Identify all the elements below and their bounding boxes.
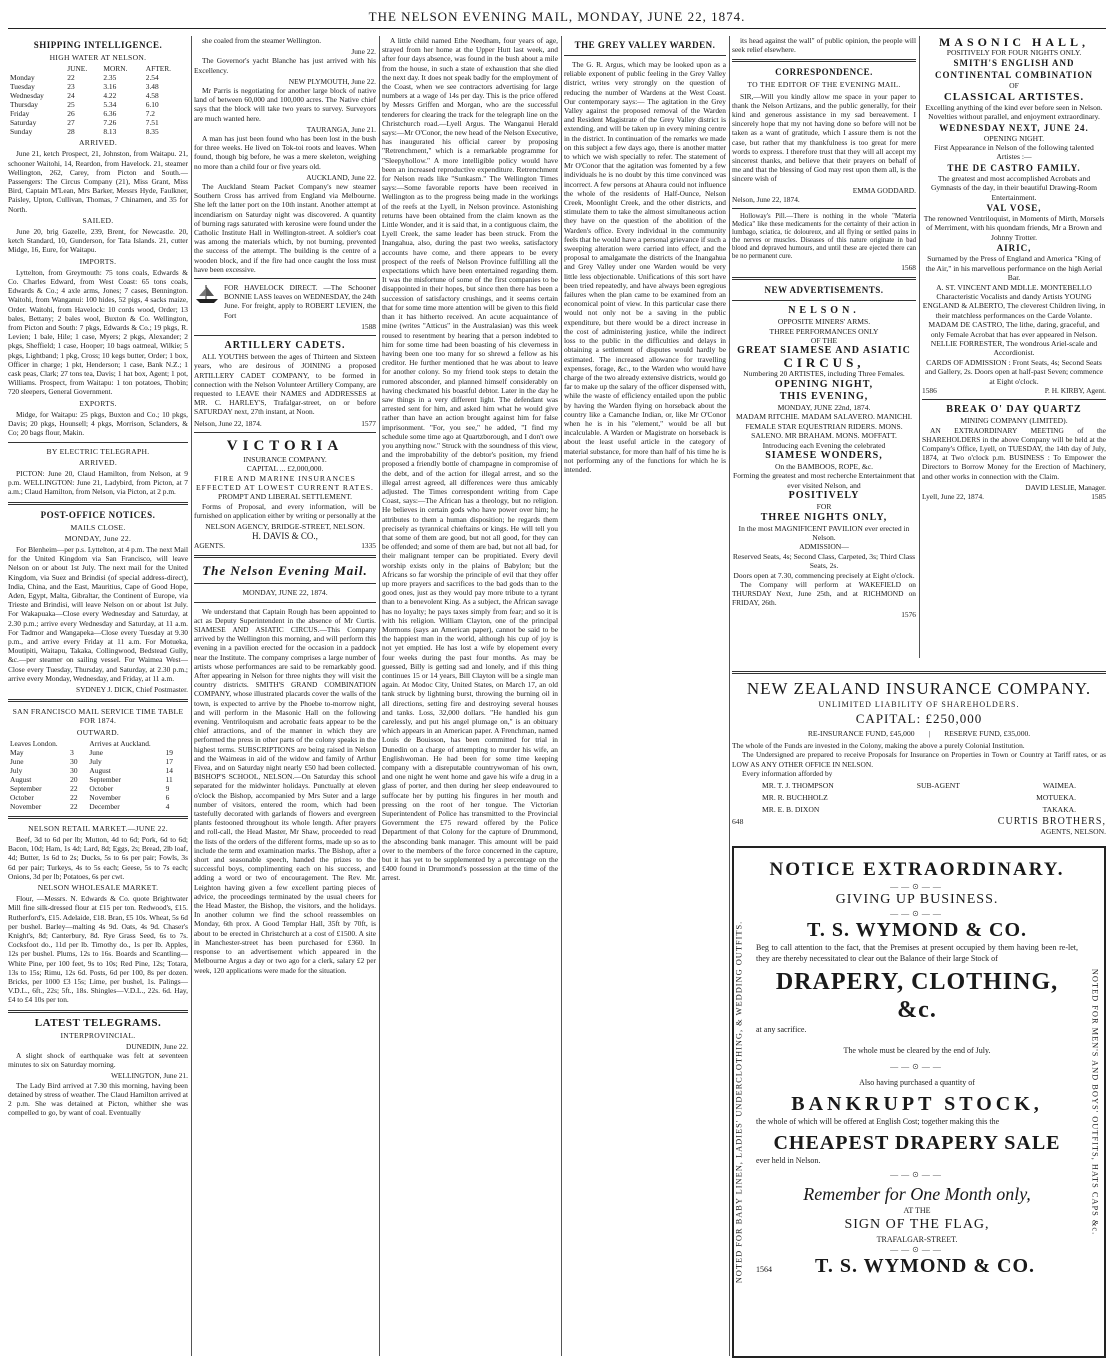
tide-cell: Sunday [10,127,33,137]
nzi-place: MOTUEKA. [1036,792,1076,802]
nzi-sep: | [928,729,931,738]
smith-wed: WEDNESDAY NEXT, JUNE 24. [939,122,1089,133]
column-shipping [8,36,188,1358]
exports-heading: EXPORTS. [79,398,117,408]
sf-cell: July [10,765,23,775]
wymond-ever: ever held in Nelson. [756,1156,821,1165]
telegram-text: A man has just been found who has been lost in the bush for three weeks. He lived on Tok-toi roots and leaves. When found, though big before, he was a mere skeleton, weighing no more than a child four or five years old. [194,134,376,171]
circus-siamese: SIAMESE WONDERS, [765,449,883,461]
circus-forming: Forming the greatest and most recherche Entertainment that ever visited Nelson, and [733,471,915,490]
sailed-heading: SAILED. [82,215,114,225]
tide-cell: 2.54 [145,73,159,83]
telegraph-arrived: ARRIVED. [78,457,118,467]
wymond-drapery: DRAPERY, CLOTHING, &c. [775,969,1059,1023]
exports-text: Midge, for Waitapu: 25 pkgs, Buxton and Co.; 10 pkgs, Davis; 20 pkgs, Hounsell; 4 pkgs, Morrison, Sclanders, & Co; 20 bags flour, Makin. [8,409,188,438]
wymond-name-footer: T. S. WYMOND & CO. [814,1255,1036,1277]
sf-cell: September [89,774,122,784]
sf-header-cell: Leaves London. [10,738,58,748]
victoria-fire: FIRE AND MARINE INSURANCES EFFECTED AT LOWEST CURRENT RATES. [196,473,374,492]
quartz-footer [922,492,1106,501]
cards-text: CARDS OF ADMISSION : Front Seats, 4s; Second Seats and Gallery, 2s. Doors open at half-past Seven; commence at Eight o'clock. [925,357,1103,386]
tide-header-cell [8,64,65,73]
sf-cell: June [10,756,24,766]
divider [8,816,188,819]
airic-heading: AIRIC, [996,243,1032,254]
sf-header-row [8,739,188,748]
news-text: A little child named Ethe Needham, four years of age, strayed from her home at the Upper Hutt last week, and after four days absence, was found in the bush about a mile from the house, in such a state of exhaustion that she died the next day. It does not speak badly for the employment of the Coast, when we see contractors advertising for large numbers at a wage of 14s per day. This is the price offered by Messrs Griffen and Morgan, who are the successful tenderers for clearing the track for the telegraph line on the Christchurch road.—Lyell Argus. The Wanganui Herald says:—Mr O'Conor, the new head of the Nelson Executive, has inaugurated his official career by proposing "Retrenchment," which is a remarkable programme for "Sleepyhollow." A more intelligible policy would have been an increased reproductive expenditure. Retrenchment for Nelson reads like "Sunkasm." The Wellington Times says:—Some favorable reports have been received in Wellington as to the progress being made in the workings of the reefs at the Lyell, in Nelson province. Astonishing returns have been obtained from the claim known as the Little Wonder, and it is said that, in a contiguous claim, the Lyell Creek, the same leader has been struck. From the Inangahua, also, during the past two weeks, satisfactory accounts have come, and there appears to be every prospect of the reefs of Nelson Province fulfilling all the expectations which have been entertained regarding them. It was the misfortune of some of the first companies to be disappointed in their hopes, but since then there has been a succession of satisfactory crushings, and it seems certain that for some time more attention will be given to this field than it has hitherto received. An acute acquaintance of mine (writes "Atticus" in the Australasian) was this week roused to resentment by hearing that a person indebted to him for some time had been boasting of his cleverness in having been one too many for so shrewd a fellow as his creditor. He further mentioned that he was about to leave for another colony. So my friend took steps to detain the rumored absconder, and planned himself considerably on having checkmated his boastful debtor. Later in the day he saw things in a very different light. The defendant was arrested sent for him, and asked him what he would give rather than have an action brought against him for false imprisonment. "For, you see," he added, "I find my schedule some time ago at Quartzborough, and I don't owe you anything now." Struck with the soundness of this view, and the improbability of the debtor's position, my friend proposed a friendly bottle of champagne in compromise of the debt, and of the action for illegal arrest, and so the illegal arrest agreed, all differences were thus amicably adjusted. The Times correspondent writing from Cape Coast, says:—The African has a theology, but no religion. He believes in certain gods who have power over him; he attributes to them a human disposition; he regards them precisely as tyrannical chieftains or kings. He will tell you that some of them are good, but not all good, for they can be offended; and some of them are bad, but not all bad, for their malignant temper can be propitiated. Every devil worship exists only in the plains of Babylon; but the Africans so far worship the principle of evil that they offer up more prayers and sacrifices to the bad gods than to the good ones, just as they would pay more tribute to a tyrant than to a benevolent King. As a subject, the African savage has no loyalty; he pays taxes simply from fear; and so it is with his religion. William Clayton, one of the principal Mormons (says an American paper), cannot be said to be the happiest man in the world, although his cup of joy is not yet emptied. He has lost a wife by elopement every four weeks during the past four months. As may be guessed, Billy is getting sad and lonely, and if this thing continues 15 or 14 years, Bill Clayton will be a single man again. At Modoc City, United States, on March 17, an old tank struck by lightning burst, throwing the burning oil in all directions, setting fire and destroying several houses and tanks. Loss, 32,000 dollars. "He handled his gun carelessly, and put his angel plumage on," is an obituary which appears in an American paper. A Frenchman, named Louis de Bouisson, has been committed for trial in Dunedin on a charge of attempting to murder his wife, an Englishwoman. He had been for some time keeping company with a disreputable countrywoman of his own, and one night he went home and gave his wife a drug in a glass of porter, and then during her sleep endeavoured to suffocate her by putting his fingures in her mouth and pressing on the root of her tongue. The Victorian Superintendent of Police has transmitted to the Provincial Government the £75 reward offered by the Police Department of that Colony for the capture of Drummond, the absconding bank manager. This amount will be paid over to the members of the force concerned in the capture, but it has yet to be supplemented by a percentage on the £400 found in Drummond's possession at the time of the arrest. [382,36,558,883]
circus-pavilion: In the most MAGNIFICENT PAVILION ever erected in Nelson. [738,523,910,542]
nzi-sub-agent: SUB-AGENT [916,780,960,790]
quartz-sign: DAVID LESLIE, Manager. [1025,482,1106,492]
ornament: ——⊙—— [890,909,944,918]
tide-cell: 4.22 [103,91,117,101]
wymond-notice: NOTICE EXTRAORDINARY. [769,859,1065,880]
grey-valley-text: The G. R. Argus, which may be looked upon as a reliable exponent of public feeling in the Grey Valley district, writes very strongly on the question of reducing the number of Wardens at the West Coast. Our contemporary says:— The agitation in the Grey Valley against the proposed removal of the Warden and Resident Magistrate of the Grey Valley district is extending, and will be taken up in every mining centre in the district. In continuation of the remarks we made on this subject a few days ago, there is another matter to which we wish specially to refer. The statement of Mr O'Conor that the agitation was fomented by a few individuals he is no doubt by this time convinced was incorrect. A few persons at Ahaura could not influence the whole of the residents of Half-Ounce, Nelson Creek, Moonlight Creek, and the other districts, and stimulate them to take the almost simultaneous action they have on the question of the abolition of the Warden's office. Every individual in the community feels that he would have a personal grievance if such a sweeping alteration were carried into effect, and the proposal to amalgamate the districts of the Inangahua and Grey Valley under one Warden would be very little less objectionable. Unifications of this sort have been tried repeatedly, and have always been egregious failures when the plan came to be examined from an economical point of view. In this particular case there would not only not be a saving in the public expenditure, but there would be a direct increase in the cost of administering justice, while the indirect loss to the public in the difficulties and delays in obtaining a settlement of disputes would hardly be estimated. The increased allowance for travelling expenses, forage, &c., to the Warden who would have charge of the two already extensive districts, would go far to make up the salary of the officer dispensed with, while the waste of efficiency entailed upon the public by having the Warden flying on horseback about the country like a Camanche Indian, or, like Mr O'Conor when he is in his "element," would be all but incalculable. A Warden or Magistrate on horseback is about the least useful article in the category of material substance, for more than half of his time he is not performing any of the functions for which he is intended. [564,60,726,474]
tide-row [8,73,188,82]
nzi-capital: CAPITAL: £250,000 [855,711,983,726]
imports-heading: IMPORTS. [79,256,117,266]
ad-number: 648 [732,816,744,826]
circus-doors: Doors open at 7.30, commencing precisely at Eight o'clock. [733,570,915,580]
nzi-agent: MR. R. BUCHHOLZ [762,792,828,802]
quartz-text: AN EXTRAORDINARY MEETING of the SHAREHOLDERS in the above Company will be held at the Company's Office, Lyell, on TUESDAY, the 14th day of July, 1874, at Two o'clock p.m. BUSINESS : To Empower the Directors to Borrow Money for the Erection of Machinery, and other works in connection with the Claim. [922,425,1106,481]
wymond-side-right-text: NOTED FOR MEN'S AND BOYS' OUTFITS, HATS CAPS &c. [1090,968,1100,1236]
sf-cell: 9 [165,783,170,793]
sf-cell: May [10,747,24,757]
shipping-heading: SHIPPING INTELLIGENCE. [33,40,163,50]
sf-row [8,757,188,766]
nzi-agent: MR. T. J. THOMPSON [762,780,834,790]
sf-cell: October [89,783,114,793]
mails-date: MONDAY, June 22. [64,533,132,543]
column-grey-valley [564,36,726,1358]
holloway-text: Holloway's Pill.—There is nothing in the whole "Materia Medica" like these medicaments for the certainty of their action in lumbago, sciatica, tic doloureux, and all flying or settled pains in the nerves or muscles. Diseases of this nature originate in bad blood and depraved humours, and until these are ejected there can be no permanent cure. [732,213,916,261]
tide-cell: 7.2 [145,109,155,119]
sf-cell: June [89,747,103,757]
tide-cell: Saturday [10,118,37,128]
interprovincial-heading: INTERPROVINCIAL. [60,1030,136,1040]
tide-cell: Wednesday [10,91,44,101]
quartz-heading: BREAK O' DAY QUARTZ [946,404,1082,416]
column-rule [191,36,192,1356]
victoria-agents: H. DAVIS & CO., [252,530,318,541]
tide-row [8,118,188,127]
castro-text: The greatest and most accomplished Acrobats and Gymnasts of the day, in their beautiful Drawing-Room Entertainment. [930,173,1098,202]
divider [8,699,188,702]
circus-bamboos: On the BAMBOOS, ROPE, &c. [774,461,874,471]
sf-row [8,766,188,775]
tide-row [8,127,188,136]
tide-cell: 8.13 [103,127,117,137]
letter-lead: its head against the wall" of public opinion, the people will seek relief elsewhere. [732,36,916,55]
sf-cell: September [10,783,42,793]
correspondence-heading: CORRESPONDENCE. [775,67,873,78]
column-rule [561,36,562,1356]
column-telegrams-ads [194,36,376,1358]
wymond-offered: the whole of which will be offered at English Cost; together making this the [756,1117,1000,1126]
kirby-footer [922,386,1106,395]
latest-telegrams-heading: LATEST TELEGRAMS. [34,1016,162,1029]
tide-cell: 28 [67,127,75,137]
airic-text: Surnamed by the Press of England and America "King of the Air," in his marvellous performance on the high Aerial Bar. [925,254,1103,283]
divider [8,442,188,443]
nzi-agent-row [732,781,1106,791]
divider [194,335,376,336]
sf-mail-heading: SAN FRANCISCO MAIL SERVICE TIME TABLE FOR 1874. [12,707,184,726]
post-signature: SYDNEY J. DICK, Chief Postmaster. [75,684,188,694]
tide-cell: Friday [10,109,30,119]
telegram-text: she coaled from the steamer Wellington. [202,36,322,45]
circus-positively: POSITIVELY [788,490,860,502]
nzi-reserve: RESERVE FUND, £35,000. [944,729,1031,738]
masonic-positively: POSITIVELY FOR FOUR NIGHTS ONLY. [946,48,1082,57]
wymond-name: T. S. WYMOND & CO. [806,919,1028,941]
havelock-body [194,283,376,322]
sf-cell: 6 [165,792,170,802]
tide-cell: 23 [67,82,75,92]
wholesale-heading: NELSON WHOLESALE MARKET. [37,883,159,892]
masthead: THE NELSON EVENING MAIL, MONDAY, JUNE 22, 1874. [8,6,1106,29]
nzi-footer [732,817,1106,837]
tide-header-cell: JUNE. [67,64,88,74]
divider [732,300,916,301]
quartz-sub: MINING COMPANY (LIMITED). [960,416,1068,426]
circus-opposite: OPPOSITE MINERS' ARMS. [777,317,871,327]
smith-novelties: Novelties without parallel, and enjoyment extraordinary. [928,112,1100,122]
tide-cell: 8.35 [145,127,159,137]
sf-cell: 22 [70,801,78,811]
sf-cell: December [89,801,120,811]
victoria-capital: CAPITAL ... £2,000,000. [246,464,324,474]
sf-cell: 19 [165,747,173,757]
divider [732,671,1106,674]
circus-date: MONDAY, JUNE 22nd, 1874. [777,402,871,412]
ad-number: 1568 [901,263,916,273]
divider [194,602,376,603]
nzi-curtis-sub: AGENTS, NELSON. [1040,826,1106,836]
divider [732,208,916,209]
column-correspondence [732,36,916,664]
correspondence-signature: EMMA GODDARD. [852,185,916,195]
dateline: NEW PLYMOUTH, June 22. [288,76,376,86]
tide-cell: Thursday [10,100,38,110]
sf-cell: November [10,801,42,811]
divider [8,502,188,505]
sf-row [8,784,188,793]
tide-header-cell: AFTER. [145,64,172,74]
arrived-heading: ARRIVED. [78,138,118,148]
ornament: ——⊙—— [890,1170,944,1179]
ornament: ——⊙—— [890,1245,944,1254]
ad-number: 1577 [361,418,376,428]
divider [194,583,376,584]
column-news [382,36,558,1358]
nzi-title: NEW ZEALAND INSURANCE COMPANY. [746,679,1092,698]
dateline: WELLINGTON, June 21. [110,1071,188,1081]
sf-cell: 30 [70,756,78,766]
telegram-text: The Lady Bird arrived at 7.30 this morning, having been detained by stress of weather. The Claud Hamilton arrived at 2 p.m. She was detained at Picton, whither she was compelled to go, by want of coal. Eventually [8,1080,188,1118]
ad-number: 1588 [361,321,376,331]
wholesale-text: Flour, —Messrs. N. Edwards & Co. quote Brightwater Mill fine silk-dressed flour at £15 per ton. Redwood's, £15. Rutherford's, £15. Adelaide, £18. Bran, £5 10s. Wheat, 5s 6d per bushel. Barley—malting 4s 9d. Oats, 4s 9d. Chaser's Knight's, 8d; Canterbury, 8d. Rye Grass Seed, 6s to 7s. Cocksfoot do., 11d per lb. Timothy do., 1s per lb. Apples, 12s per bushel. Plums, 12s to 16s. Boards and Scantling—White Pine, per 100 feet, 9s to 10s; Red Pine, 12s; Totara, 13s to 15s; Rimu, 12s 6d. Posts, 6d per 100, 8s per dozen. Bricks, per 1000 £3 15s; Lime, per bushel, 1s. Palings—V.D.L., 6ft., 22s; 5ft., 18s. Shingles—V.D.L., 22s. 6d. Hay, £4 to £4 10s per ton. [8,894,188,1005]
sf-row [8,748,188,757]
wymond-street: TRAFALGAR-STREET. [876,1235,958,1244]
new-ads-heading: NEW ADVERTISEMENTS. [764,285,884,296]
smith-heading: SMITH'S ENGLISH AND CONTINENTAL COMBINATION [935,58,1093,81]
circus-intro: Introducing each Evening the celebrated [762,440,886,450]
nzi-info: Every information afforded by [742,769,833,779]
cadets-heading: ARTILLERY CADETS. [224,340,346,352]
victoria-prompt: PROMPT AND LIBERAL SETTLEMENT. [217,492,353,502]
tide-cell: 24 [67,91,75,101]
dateline: June 22. [351,47,376,57]
masonic-heading: MASONIC HALL, [938,36,1089,49]
smith-opening: OPENING NIGHT. [983,133,1045,143]
ornament: ——⊙—— [890,882,944,891]
wymond-cheapest: CHEAPEST DRAPERY SALE [773,1132,1061,1154]
sf-cell: 30 [70,765,78,775]
sf-outward: OUTWARD. [76,727,120,737]
tide-cell: 2.35 [103,73,117,83]
wymond-beg: Beg to call attention to the fact, that the Premises at present occupied by them having been re-let, they are thereby necessitated to clear out the Balance of their large Stock of [756,943,1078,963]
tide-cell: 3.16 [103,82,117,92]
nzi-agent-row [732,793,1106,803]
correspondence-text: SIR,—Will you kindly allow me space in your paper to thank the Nelson Artizans, and the public generally, for their kind and generous assistance in my sad bereavement. I sincerely hope that my not having done so before will not be taken as a want of gratitude, which I assure them is not the case, but rather that my thankfulness is too great for mere words to express. I therefore trust that they will all accept my sincerest thanks, and believe that their prayers on behalf of me and that the blessing of God may rest upon them all, is the sincere wish of [732,91,916,184]
sf-cell: 11 [165,774,173,784]
nzi-place: TAKAKA. [1042,804,1076,814]
ad-number: 1564 [756,1265,772,1274]
divider [194,555,376,558]
telegram-text: Mr Parris is negotiating for another large block of native land of between 60,000 and 100,000 acres. The Native chief says that the block will take two years to survey. Surveyors are much wanted here. [194,86,376,123]
ad-number: 1335 [361,540,376,550]
tide-row [8,109,188,118]
telegram-text: The Governor's yacht Blanche has just arrived with his Excellency. [194,56,376,75]
divider [732,277,916,280]
telegraph-heading: BY ELECTRIC TELEGRAPH. [46,446,150,456]
circus-great: GREAT SIAMESE AND ASIATIC [737,345,911,357]
wymond-sign: SIGN OF THE FLAG, [844,1217,990,1232]
smith-excelling: Excelling anything of the kind ever before seen in Nelson. [925,102,1103,112]
circus-three-nights: THREE NIGHTS ONLY, [760,511,888,523]
tide-cell: 3.48 [145,82,159,92]
wymond-inner [756,856,1078,1348]
tide-row [8,100,188,109]
wymond-whole: The whole must be cleared by the end of July. [843,1046,991,1055]
divider [732,59,916,62]
dateline: DUNEDIN, June 22. [126,1041,188,1051]
vincent-text: Characteristic Vocalists and dandy Artists YOUNG ENGLAND & ALBERTO, The cleverest Children living, in their matchless performances on the Carde Volante. MADAM DE CASTRO, The lithe, daring, graceful, and only Female Acrobat that has ever appeared in Nelson. NELLIE FORRESTER, The wondrous Ariel-scale and Accordionist. [922,291,1106,358]
victoria-agents-label: AGENTS. [194,540,225,550]
sf-cell: 20 [70,774,78,784]
tide-header-row [8,64,188,73]
column-rule [919,36,920,658]
vos-heading: VAL VOSE, [986,203,1042,214]
nz-insurance-ad [732,666,1106,836]
circus-three-perf: THREE PERFORMANCES ONLY [769,326,879,336]
circus-title: CIRCUS, [783,355,865,371]
wymond-notice-ad [732,846,1106,1358]
post-text: For Blenheim—per p.s. Lyttelton, at 4 p.m. The next Mail for the United Kingdom via San Francisco, will leave Nelson on or about 1st July. The next mail for the United Kingdom, via Suez and Brindisi (of special address-direct), India, China, and the East, Mauritius, Cape of Good Hope, Aden, Egypt, Malta, Gibraltar, the Continent of Europe, via Trieste and Brindisi, will leave Nelson on or about 1st July. For Wakapuaka—Close every Wednesday and Saturday, at 2.30 p.m.; arrive every Wednesday and Saturday, at 11 a.m. For Tadmor and Wangapeka—Close every Tuesday at 9.30 p.m., and arrive every Friday at 11 a.m. For Motueka, Moutipiti, Waitapu, Takaka, Collingwood, Bedstead Gully, &c.—per steamer on sailing vessel. For Waimea West—Close every Tuesday, Thursday, and Saturday, at 2.30 p.m.; arrive every Monday, Wednesday, and Friday, at 11 a.m. [8,544,188,683]
divider [8,1010,188,1013]
nzi-prepared: The Undersigned are prepared to receive Proposals for Insurance on Properties in Town or Country at Tariff rates, or as LOW AS ANY OTHER OFFICE IN NELSON. [732,750,1106,769]
column-rule [379,36,380,1356]
nzi-funds-row [732,729,1106,739]
tide-cell: 4.58 [145,91,159,101]
arrived-text: June 21, ketch Prospect, 21, Johnston, from Waitapu. 21, schooner Waitohi, 14, Reardon, from Havelock. 21, steamer Wellington, 262, Carey, from Picton and South.—Passengers: The Circus Company (21), Miss Grant, Miss Bird, Captain M'Lean, Mrs Barker, Messrs Hyde, Faulkner, Paisley, Upton, Cullivan, Thomas, 7 Chinamen, and 35 for North. [8,149,188,214]
kirby-sign: P. H. KIRBY, Agent. [1044,385,1106,395]
wymond-side-left-text: NOTED FOR BABY LINEN, LADIES' UNDERCLOTHING, & WEDDING OUTFITS. [734,920,744,1284]
sf-cell: 14 [165,765,173,775]
wymond-also: Also having purchased a quantity of [859,1078,975,1087]
ornament: ——⊙—— [890,1062,944,1071]
nzi-funds: The whole of the Funds are invested in the Colony, making the above a purely Colonial Institution. [732,741,1025,750]
tide-cell: 25 [67,100,75,110]
tide-row [8,82,188,91]
circus-cast: MADAM RITCHIE. MADAM SALAVERO. MANICHI. FEMALE STAR EQUESTRIAN RIDERS. MONS. SALENO. MR BRAHAM. MONS. MOFFATT. [736,412,912,441]
wymond-side-left [732,856,746,1348]
telegram-text: A slight shock of earthquake was felt at seventeen minutes to six on Saturday morning. [8,1051,188,1070]
divider [194,278,376,279]
nzi-agent-row [732,805,1106,815]
victoria-footer [194,541,376,550]
sf-cell: 17 [165,756,173,766]
victoria-agency: NELSON AGENCY, BRIDGE-STREET, NELSON. [205,522,365,532]
victoria-text: Forms of Proposal, and every information, will be furnished on application either by writing or personally at the [194,501,376,520]
circus-for: FOR [816,502,832,512]
wymond-bankrupt: BANKRUPT STOCK, [791,1093,1043,1115]
wymond-giving-up: GIVING UP BUSINESS. [835,892,999,907]
grey-valley-heading: THE GREY VALLEY WARDEN. [574,40,716,50]
ad-number: 1585 [1091,492,1106,501]
sf-table [8,739,188,811]
tide-cell: 22 [67,73,75,83]
victoria-heading: VICTORIA [226,437,344,454]
column-ads [922,36,1106,664]
sf-cell: August [89,765,111,775]
sf-cell: 22 [70,783,78,793]
tide-cell: 6.10 [145,100,159,110]
wymond-side-right [1088,856,1102,1348]
nzi-unlimited: UNLIMITED LIABILITY OF SHAREHOLDERS. [818,700,1020,709]
editorial-text: We understand that Captain Rough has been appointed to act as Deputy Superintendent in the absence of Mr Curtis. SIAMESE AND ASIATIC CIRCUS.—This Company arrived by the Wellington this morning, and will perform this evening in a pavilion erected for the occasion in a paddock near the Institute. The company comprises a large number of artists whose performances are said to be remarkably good. After appearing in Nelson for three nights they will visit the country districts. SMITH'S GRAND COMBINATION COMPANY, whose illustrated placards cover the walls of the town, is expected to arrive by the Phoebe to-morrow night, and will perform in the Masonic Hall on the following evening. Ventriloquism and acrobatic feats appear to be the chief attractions, and of the manner in which they are performed the press in other parts of the colony speaks in the highest terms. SUBSCRIPTIONS are being raised in Nelson and the Waimeas in aid of the widow and family of Arthur Fivea, and on Saturday night nearly £50 had been collected. BISHOP'S SCHOOL, NELSON.—On Saturday this school separated for the midwinter holidays. Punctually at eleven o'clock the Bishop, accompanied by Mrs Suter and a large number of visitors, entered the room, which had been tastefully decorated with garlands of flowers and evergreen plants festooned throughout its whole length. After prayers and roll-call, the Head Master, Mr Shaw, proceeded to read the lists of the orders of the different forms, made up so as to include the term and examination marks. The Bishop, after a short and seasonable speech, handed the prizes to the successful boys, complimenting each on his success, and adding a word or two of encouragement. The Rev. Mr. Leighton having given a few excellent parting pieces of advice, the proceedings terminated by the usual cheers for the Head Master, the Bishop, the visitors, and the holidays. In another column we find the school reassembles on Monday, 6th prox. A Good Templar Hall, 35ft by 70ft, is about to be erected in Christchurch at a cost of £1500. A site in Manchester-street has been purchased for £360. In response to an advertisement which appeared in the Melbourne Argus a day or two ago for a clerk, salary £2 per week, 120 applications were made for the situation. [194,606,376,975]
wymond-remember: Remember for One Month only, [803,1184,1031,1204]
sailed-text: June 20, brig Gazelle, 239, Brent, for Newcastle. 20, ketch Standard, 10, Gunderson, for Tata Islands. 21, cutter Midge, 16, Eure, for Waitapu. [8,227,188,255]
tide-cell: 6.36 [103,109,117,119]
sf-cell: 22 [70,792,78,802]
quartz-date: Lyell, June 22, 1874. [922,492,984,501]
sf-row [8,775,188,784]
telegram-text: The Auckland Steam Packet Company's new steamer Southern Cross has arrived from England via Melbourne. She left the latter port on the 10th instant. Another attempt at incendiarism on Saturday night was discovered. A quantity of burning rags saturated with kerosine were found under the Catholic Institute Hall in Wellington-street. A soldier's coat was among the materials which, by not burning, prevented the success of the attempt. The building is the centre of a wooden block, and if the fire had once caught the loss must have been excessive. [194,182,376,274]
circus-admission: ADMISSION— [799,542,849,552]
circus-wakefield: The Company will perform at WAKEFIELD on THURSDAY Next, June 25th, and at RICHMOND on FRIDAY, 26th. [732,579,916,608]
tide-table [8,64,188,136]
high-water-heading: HIGH WATER AT NELSON. [49,53,147,62]
sf-cell: October [10,792,34,802]
tide-cell: Tuesday [10,82,35,92]
sf-cell: July [89,756,102,766]
dateline: TAURANGA, June 21. [306,124,376,134]
sf-row [8,793,188,802]
mails-close: MAILS CLOSE. [70,522,126,532]
sf-cell: August [10,774,32,784]
divider [922,399,1106,400]
divider [564,55,726,56]
sf-row [8,802,188,811]
circus-evening: THIS EVENING, [779,390,869,402]
tide-row [8,91,188,100]
sf-cell: 3 [70,747,74,757]
correspondence-date: Nelson, June 22, 1874. [732,194,800,204]
telegraph-text: PICTON: June 20, Claud Hamilton, from Nelson, at 9 p.m. WELLINGTON: June 21, Ladybird, from Picton, at 7 a.m.; Claud Hamilton, from Nelson, via Picton, at 2 p.m. [8,468,188,497]
cadets-footer [194,419,376,428]
circus-numbering: Numbering 20 ARTISTES, including Three Females. [743,369,905,379]
ad-number: 1576 [901,609,916,619]
sf-cell: 4 [165,801,170,811]
tide-cell: 7.51 [145,118,159,128]
sf-header-cell: Arrives at Auckland. [89,738,151,748]
imports-text: Lyttelton, from Greymouth: 75 tons coals, Edwards & Co. Charles Edward, from West Coast: 65 tons coals, Edwards & Co.; 4 axle arms, Jones; 7 cases, Bennington. Waitohi, from Wanganui: 100 hides, 52 pigs, 4 sacks maize, Order. Waitohi, from Havelock: 10 cords wood, Order; 13 bales, Bettany; 2 bales wool, Buxton & Co. Wellington, from Picton and South: 7 pkgs, Edwards & Co.; 19 pkgs, R. Levien; 1 bale, Hile; 1 case, Myers; 2 pkgs, Alexander; 2 pkgs, Sheffield; 1 case, Hooper; 10 bags oatmeal, Wilkie; 5 pkgs, Lightband; 1 pkg, Cross; 10 kegs butter, Order; 1 box, Officer in charge; 1 pkt, Henderson; 1 case, Bank N.Z.; 1 cask peas, Clark; 27 tons tea, Davis; 1 hat box, Agent; 1 pot, Williams. Prospect, from Waitapu: 1 ton potatoes, Thobin; 720 sleepers, General Government. [8,267,188,397]
smith-first: First Appearance in Nelson of the following talented Artistes :— [934,143,1094,162]
correspondence-to: TO THE EDITOR OF THE EVENING MAIL. [747,80,901,90]
circus-opening: OPENING NIGHT, [774,378,874,390]
retail-heading: NELSON RETAIL MARKET.—JUNE 22. [28,823,168,833]
nzi-curtis: CURTIS BROTHERS, [997,815,1106,827]
wymond-at-any: at any sacrifice. [756,1025,807,1034]
tide-header-cell: MORN. [103,64,128,74]
cadets-text: ALL YOUTHS between the ages of Thirteen and Sixteen years, who are desirous of JOINING a proposed ARTILLERY CADET COMPANY, to be formed in connection with the Nelson Volunteer Artillery Company, are requested to LEAVE their NAMES and ADDRESSES at MR. C. HARLEY'S, Trafalgar-street, on or before SATURDAY next, 27th instant, at Noon. [194,352,376,417]
post-office-heading: POST-OFFICE NOTICES. [40,509,156,520]
castro-heading: THE DE CASTRO FAMILY. [947,162,1081,173]
nzi-agent: MR. E. B. DIXON [762,804,820,814]
havelock-ad [194,283,376,331]
sf-cell: November [89,792,121,802]
tide-cell: 7.26 [103,118,117,128]
circus-prices: Reserved Seats, 4s; Second Class, Carpeted, 3s; Third Class Seats, 2s. [732,551,916,571]
paper-date: MONDAY, JUNE 22, 1874. [242,588,328,598]
havelock-text: FOR HAVELOCK DIRECT. —The Schooner BONNIE LASS leaves on WEDNESDAY, the 24th June. For freight, apply to ROBERT LEVIEN, the Fort [224,283,376,320]
ship-icon [194,283,220,305]
victoria-sub: INSURANCE COMPANY. [243,454,327,464]
cadets-date: Nelson, June 22, 1874. [194,418,262,428]
vos-text: The renowned Ventriloquist, in Moments of Mirth, Morsels of Merriment, with his quondam friends, Mr a Brown and Johnny Trotter. [923,214,1105,242]
wymond-footer [756,1254,1078,1278]
tide-cell: Monday [10,73,35,83]
ad-number: 1586 [922,385,937,395]
retail-text: Beef, 3d to 6d per lb; Mutton, 4d to 6d; Pork, 6d to 6d; Bacon, 10d; Ham, 1s 4d; Lard, 8d; Eggs, 2s; Bread, 2lb loaf, 4d; Butter, 1s 6d to 2s; Ducks, 5s to 6s per pair; Fowls, 3s 6d per pair; Turkeys, 4s to 5s each; Geese, 5s to 7s each; Onions, 3d per lb; Potatoes, 6s per cwt. [8,834,188,881]
tide-cell: 26 [67,109,75,119]
smith-of: OF [1009,81,1019,91]
vincent-heading: A. ST. VINCENT AND MDLLE. MONTEBELLO [936,282,1092,292]
tide-cell: 27 [67,118,75,128]
classical-heading: CLASSICAL ARTISTES. [943,90,1085,103]
divider [194,432,376,433]
nzi-place: WAIMEA. [1042,780,1076,790]
dateline: AUCKLAND, June 22. [306,172,376,182]
circus-of-the: OF THE [810,336,838,346]
nzi-curtis-block [998,817,1106,837]
circus-nelson: NELSON. [788,305,860,317]
newspaper-page [8,6,1106,1360]
paper-title: The Nelson Evening Mail. [202,563,368,579]
wymond-at-the: AT THE [903,1206,931,1215]
tide-cell: 5.34 [103,100,117,110]
nzi-reinsurance: RE-INSURANCE FUND, £45,000 [807,729,915,738]
column-rule [729,36,730,1356]
